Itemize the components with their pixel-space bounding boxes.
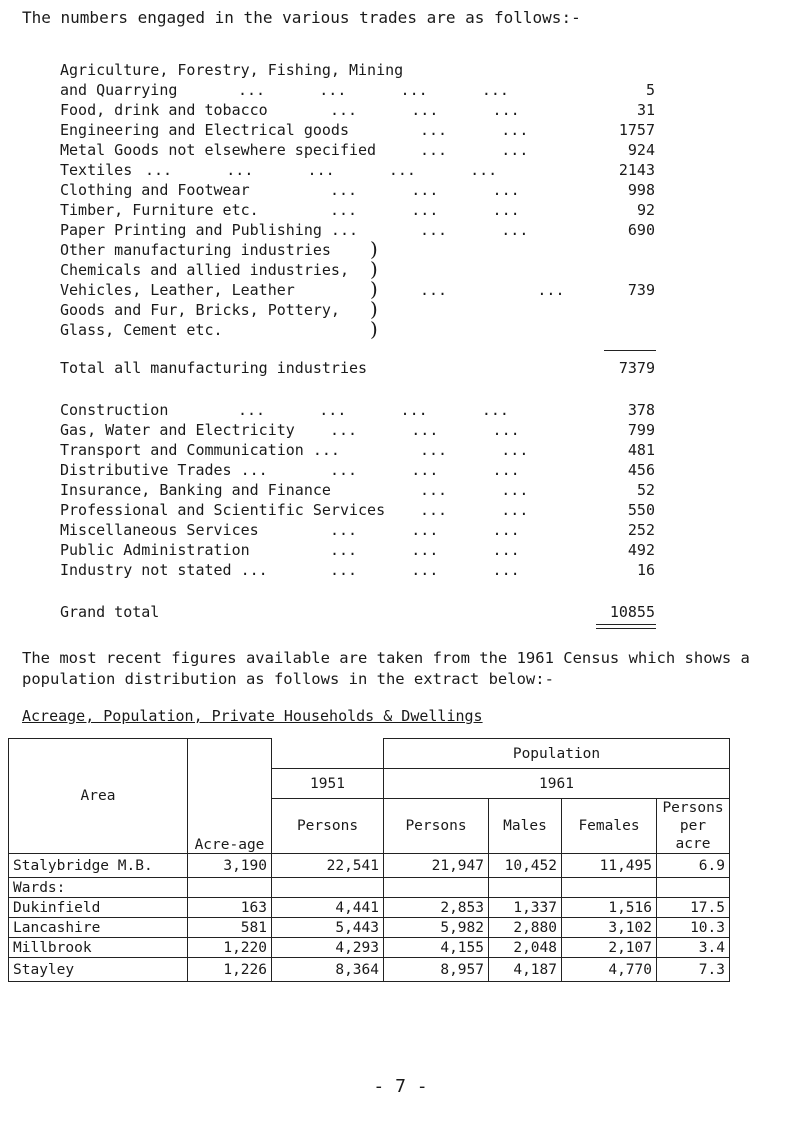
service-value: 252 bbox=[627, 521, 655, 539]
brace-mark: ) bbox=[370, 277, 378, 301]
header-persons-per-acre: Persons per acre bbox=[657, 799, 730, 854]
subtotal-rule bbox=[604, 350, 656, 351]
trade-value: 690 bbox=[627, 221, 655, 239]
cell-persons-1961: 21,947 bbox=[384, 854, 489, 878]
cell-persons-1951: 22,541 bbox=[272, 854, 384, 878]
leader-dots: ... ... bbox=[420, 221, 529, 239]
cell-per-acre: 10.3 bbox=[657, 918, 730, 938]
trade-label: Engineering and Electrical goods bbox=[60, 121, 349, 139]
header-area: Area bbox=[9, 739, 188, 854]
service-value: 456 bbox=[627, 461, 655, 479]
cell-persons-1951: 8,364 bbox=[272, 958, 384, 982]
leader-dots: ... ... ... bbox=[330, 541, 520, 559]
trade-label-continued: and Quarrying bbox=[60, 81, 178, 99]
service-value: 550 bbox=[627, 501, 655, 519]
leader-dots: ... ... ... bbox=[330, 101, 520, 119]
cell-females: 3,102 bbox=[562, 918, 657, 938]
cell-per-acre: 6.9 bbox=[657, 854, 730, 878]
cell-area: Dukinfield bbox=[9, 898, 188, 918]
double-underline-rule bbox=[596, 624, 656, 625]
intro-line: The numbers engaged in the various trades are as follows:- bbox=[22, 8, 581, 27]
cell-males: 2,880 bbox=[489, 918, 562, 938]
trade-label: Textiles bbox=[60, 161, 133, 179]
cell-area: Wards: bbox=[9, 878, 188, 898]
service-label: Gas, Water and Electricity bbox=[60, 421, 295, 439]
header-acreage: Acre-age bbox=[188, 739, 272, 854]
cell-males bbox=[489, 878, 562, 898]
cell-females: 4,770 bbox=[562, 958, 657, 982]
grand-total-label: Grand total bbox=[60, 603, 160, 621]
trade-label: Agriculture, Forestry, Fishing, Mining bbox=[60, 61, 404, 79]
leader-dots: ... ... ... bbox=[330, 201, 520, 219]
cell-persons-1951: 5,443 bbox=[272, 918, 384, 938]
service-label: Professional and Scientific Services bbox=[60, 501, 386, 519]
cell-per-acre bbox=[657, 878, 730, 898]
cell-males: 1,337 bbox=[489, 898, 562, 918]
table-heading: Acreage, Population, Private Households & Dwellings bbox=[22, 707, 483, 725]
table-row bbox=[9, 918, 730, 938]
cell-persons-1961: 8,957 bbox=[384, 958, 489, 982]
trade-label: Paper Printing and Publishing ... bbox=[60, 221, 359, 239]
cell-females bbox=[562, 878, 657, 898]
cell-females: 1,516 bbox=[562, 898, 657, 918]
leader-dots: ... ... bbox=[420, 141, 529, 159]
leader-dots: ... ... ... ... ... bbox=[145, 161, 498, 179]
group-line: Goods and Fur, Bricks, Pottery, bbox=[60, 301, 340, 319]
brace-mark: ) bbox=[370, 237, 378, 261]
header-1961: 1961 bbox=[384, 769, 730, 799]
cell-persons-1951: 4,441 bbox=[272, 898, 384, 918]
trade-value: 2143 bbox=[618, 161, 655, 179]
total-manufacturing-value: 7379 bbox=[618, 359, 655, 377]
leader-dots: ... ... ... bbox=[330, 421, 520, 439]
cell-acreage: 163 bbox=[188, 898, 272, 918]
service-value: 378 bbox=[627, 401, 655, 419]
leader-dots: ... ... ... bbox=[330, 521, 520, 539]
trade-value: 92 bbox=[636, 201, 655, 219]
population-table bbox=[8, 738, 730, 982]
cell-acreage: 1,226 bbox=[188, 958, 272, 982]
service-value: 492 bbox=[627, 541, 655, 559]
brace-mark: ) bbox=[370, 317, 378, 341]
service-label: Transport and Communication ... bbox=[60, 441, 340, 459]
service-value: 799 bbox=[627, 421, 655, 439]
cell-area: Millbrook bbox=[9, 938, 188, 958]
cell-males: 10,452 bbox=[489, 854, 562, 878]
leader-dots: ... ... ... ... bbox=[238, 81, 509, 99]
leader-dots: ... ... ... ... bbox=[238, 401, 509, 419]
cell-persons-1951 bbox=[272, 878, 384, 898]
trade-value: 998 bbox=[627, 181, 655, 199]
cell-acreage: 3,190 bbox=[188, 854, 272, 878]
leader-dots: ... ... bbox=[420, 501, 529, 519]
total-manufacturing-label: Total all manufacturing industries bbox=[60, 359, 368, 377]
service-label: Distributive Trades ... bbox=[60, 461, 268, 479]
page-number: - 7 - bbox=[373, 1076, 428, 1097]
table-row bbox=[9, 898, 730, 918]
cell-persons-1951: 4,293 bbox=[272, 938, 384, 958]
cell-per-acre: 17.5 bbox=[657, 898, 730, 918]
cell-males: 2,048 bbox=[489, 938, 562, 958]
service-label: Miscellaneous Services bbox=[60, 521, 259, 539]
table-row bbox=[9, 958, 730, 982]
cell-females: 11,495 bbox=[562, 854, 657, 878]
service-value: 52 bbox=[636, 481, 655, 499]
leader-dots: ... ... bbox=[420, 481, 529, 499]
header-blank bbox=[272, 739, 384, 769]
service-value: 481 bbox=[627, 441, 655, 459]
service-label: Construction bbox=[60, 401, 169, 419]
trade-value: 1757 bbox=[618, 121, 655, 139]
trade-value: 31 bbox=[636, 101, 655, 119]
cell-males: 4,187 bbox=[489, 958, 562, 982]
cell-persons-1961: 4,155 bbox=[384, 938, 489, 958]
group-value: 739 bbox=[627, 281, 655, 299]
service-label: Industry not stated ... bbox=[60, 561, 268, 579]
leader-dots: ... ... ... bbox=[330, 561, 520, 579]
group-line: Glass, Cement etc. bbox=[60, 321, 223, 339]
group-line: Other manufacturing industries bbox=[60, 241, 331, 259]
leader-dots: ... ... ... bbox=[330, 461, 520, 479]
trade-label: Metal Goods not elsewhere specified bbox=[60, 141, 377, 159]
trade-value: 924 bbox=[627, 141, 655, 159]
header-population: Population bbox=[384, 739, 730, 769]
cell-persons-1961: 2,853 bbox=[384, 898, 489, 918]
cell-persons-1961 bbox=[384, 878, 489, 898]
header-males: Males bbox=[489, 799, 562, 854]
leader-dots: ... ... bbox=[420, 121, 529, 139]
group-line: Vehicles, Leather, Leather bbox=[60, 281, 295, 299]
trade-label: Food, drink and tobacco bbox=[60, 101, 268, 119]
cell-acreage: 1,220 bbox=[188, 938, 272, 958]
service-value: 16 bbox=[636, 561, 655, 579]
cell-per-acre: 3.4 bbox=[657, 938, 730, 958]
brace-mark: ) bbox=[370, 257, 378, 281]
cell-acreage: 581 bbox=[188, 918, 272, 938]
grand-total-value: 10855 bbox=[609, 603, 655, 621]
service-label: Public Administration bbox=[60, 541, 250, 559]
cell-area: Stalybridge M.B. bbox=[9, 854, 188, 878]
cell-area: Lancashire bbox=[9, 918, 188, 938]
cell-females: 2,107 bbox=[562, 938, 657, 958]
table-row bbox=[9, 878, 730, 898]
header-females: Females bbox=[562, 799, 657, 854]
table-row bbox=[9, 854, 730, 878]
table-row bbox=[9, 938, 730, 958]
cell-area: Stayley bbox=[9, 958, 188, 982]
cell-acreage bbox=[188, 878, 272, 898]
census-paragraph: The most recent figures available are taken from the 1961 Census which shows a population distribution as follows in the extract below:- bbox=[22, 649, 750, 688]
group-line: Chemicals and allied industries, bbox=[60, 261, 349, 279]
trade-label: Timber, Furniture etc. bbox=[60, 201, 259, 219]
brace-mark: ) bbox=[370, 297, 378, 321]
service-label: Insurance, Banking and Finance bbox=[60, 481, 331, 499]
leader-dots: ... ... ... bbox=[330, 181, 520, 199]
trade-label: Clothing and Footwear bbox=[60, 181, 250, 199]
leader-dots: ... ... bbox=[420, 441, 529, 459]
cell-persons-1961: 5,982 bbox=[384, 918, 489, 938]
cell-per-acre: 7.3 bbox=[657, 958, 730, 982]
header-persons-1961: Persons bbox=[384, 799, 489, 854]
header-persons-1951: Persons bbox=[272, 799, 384, 854]
leader-dots: ... ... bbox=[420, 281, 565, 299]
header-1951: 1951 bbox=[272, 769, 384, 799]
double-underline-rule bbox=[596, 628, 656, 629]
trade-value: 5 bbox=[645, 81, 655, 99]
